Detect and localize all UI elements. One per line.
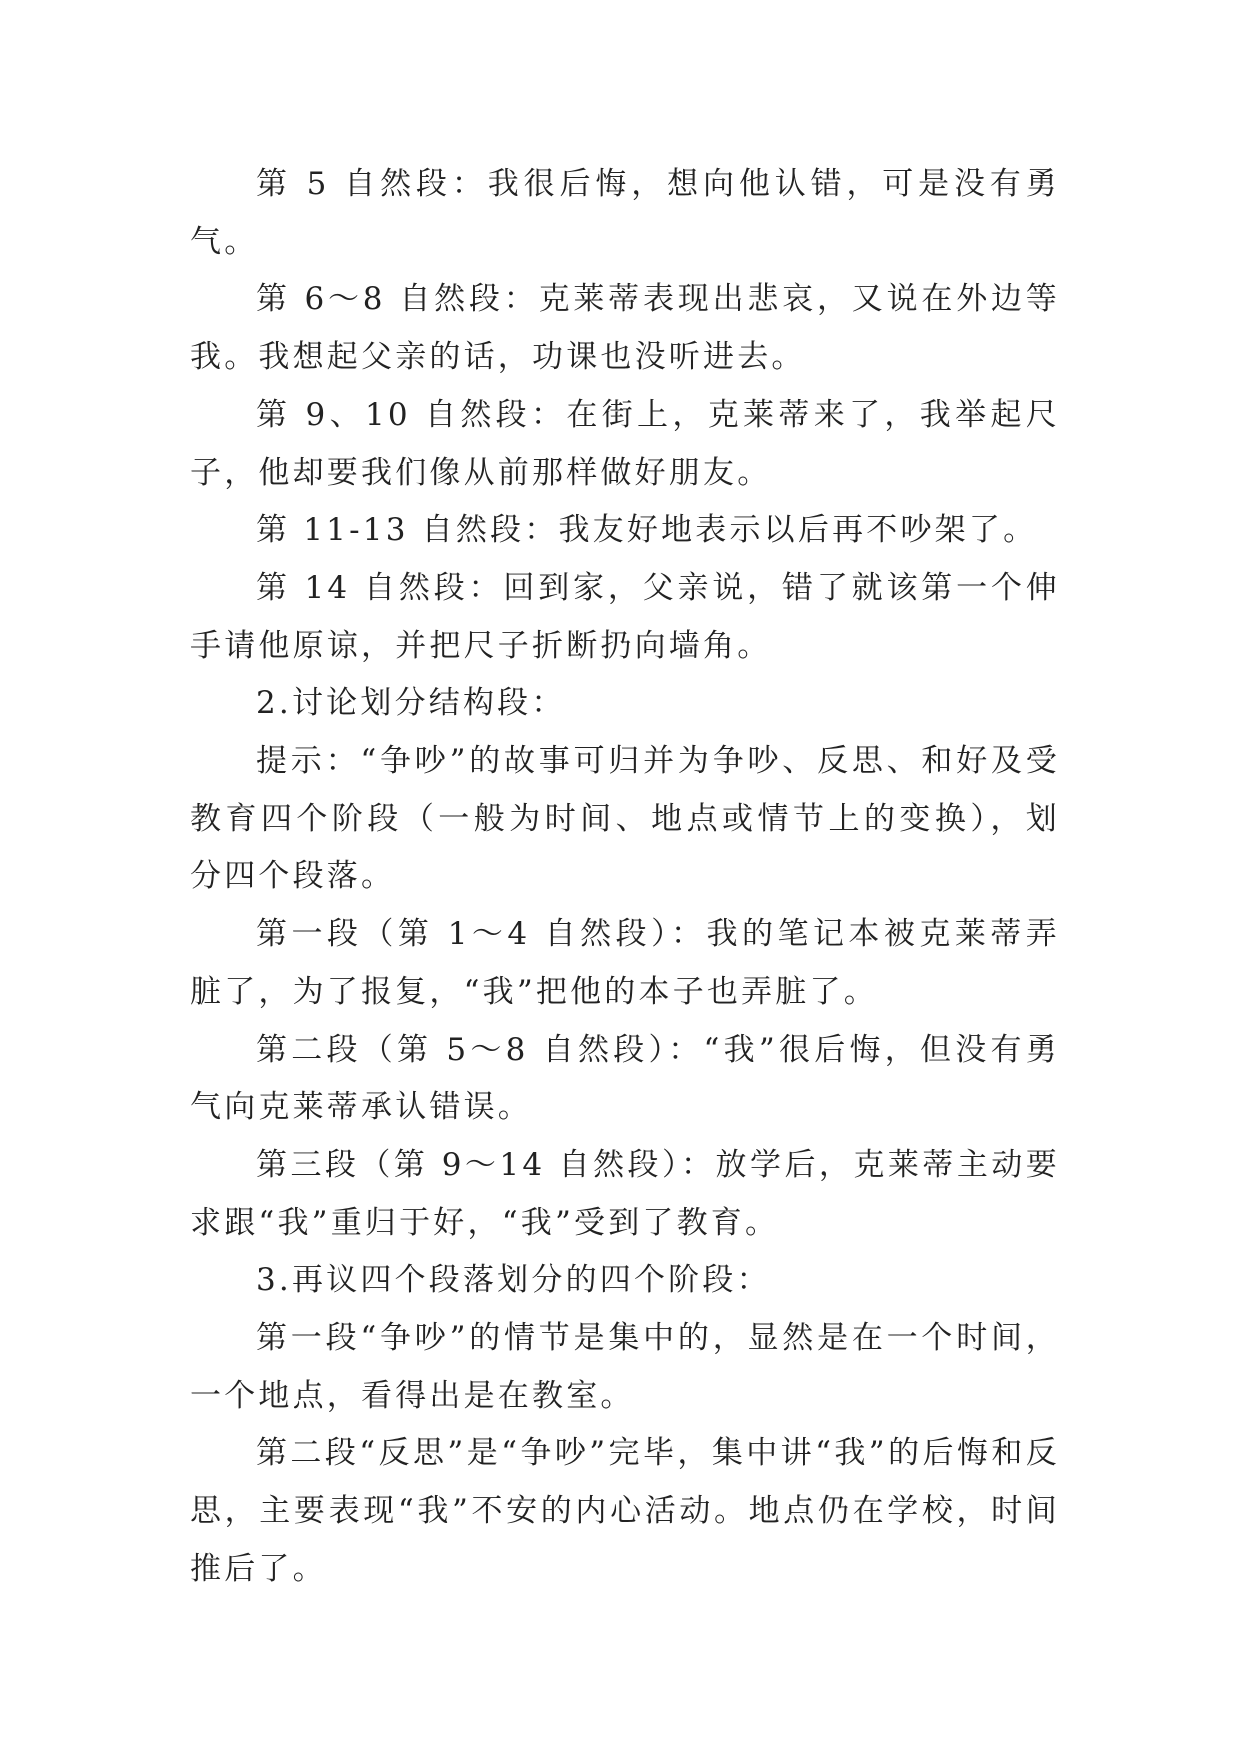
section-heading-2: 2.讨论划分结构段： xyxy=(256,685,566,722)
paragraph-section-two: 第二段（第 5～8 自然段）：“我”很后悔，但没有勇气向克莱蒂承认错误。 xyxy=(190,1031,1060,1126)
paragraph-para-14: 第 14 自然段：回到家，父亲说，错了就该第一个伸手请他原谅，并把尺子折断扔向墙角。 xyxy=(190,569,1060,664)
paragraph-stage-two: 第二段“反思”是“争吵”完毕，集中讲“我”的后悔和反思，主要表现“我”不安的内心活动。地点仍在学校，时间推后了。 xyxy=(190,1435,1060,1587)
section-heading-3: 3.再议四个段落划分的四个阶段： xyxy=(256,1262,771,1299)
paragraph-para-5: 第 5 自然段：我很后悔，想向他认错，可是没有勇气。 xyxy=(190,166,1060,260)
paragraph-section-three: 第三段（第 9～14 自然段）：放学后，克莱蒂主动要求跟“我”重归于好，“我”受到了教育。 xyxy=(190,1146,1060,1241)
paragraph-section-one: 第一段（第 1～4 自然段）：我的笔记本被克莱蒂弄脏了，为了报复，“我”把他的本子也弄脏了。 xyxy=(190,916,1060,1010)
paragraph-para-9-10: 第 9、10 自然段：在街上，克莱蒂来了，我举起尺子，他却要我们像从前那样做好朋友。 xyxy=(190,396,1060,491)
document-body xyxy=(190,156,1060,1599)
paragraph-para-6-8: 第 6～8 自然段：克莱蒂表现出悲哀，又说在外边等我。我想起父亲的话，功课也没听进去。 xyxy=(190,281,1060,376)
paragraph-stage-one: 第一段“争吵”的情节是集中的，显然是在一个时间，一个地点，看得出是在教室。 xyxy=(190,1320,1060,1414)
paragraph-hint: 提示：“争吵”的故事可归并为争吵、反思、和好及受教育四个阶段（一般为时间、地点或情节上的变换），划分四个段落。 xyxy=(190,743,1060,895)
paragraph-para-11-13: 第 11-13 自然段：我友好地表示以后再不吵架了。 xyxy=(256,512,1038,549)
